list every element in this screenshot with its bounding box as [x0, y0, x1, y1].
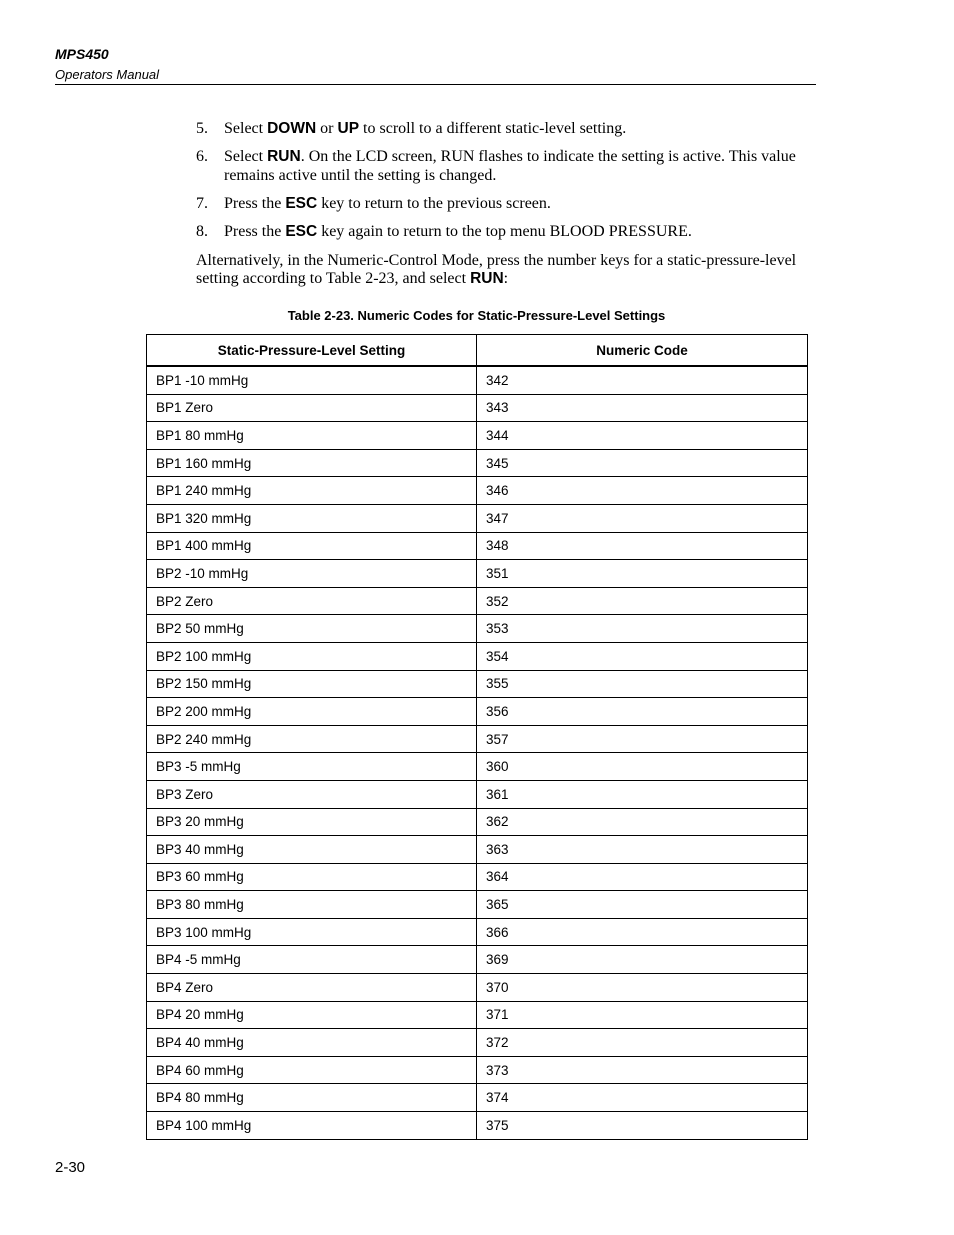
step-text: Press the: [224, 195, 286, 212]
setting-cell: BP3 80 mmHg: [147, 891, 477, 919]
table-row: [147, 532, 808, 560]
code-cell: 373: [477, 1056, 808, 1084]
setting-cell: BP4 Zero: [147, 974, 477, 1002]
code-cell: 363: [477, 836, 808, 864]
column-header-setting: Static-Pressure-Level Setting: [147, 335, 477, 367]
setting-cell: BP2 Zero: [147, 587, 477, 615]
table-row: [147, 780, 808, 808]
step-text: or: [316, 120, 338, 137]
setting-cell: BP3 100 mmHg: [147, 918, 477, 946]
table-row: [147, 836, 808, 864]
setting-cell: BP2 -10 mmHg: [147, 560, 477, 588]
code-cell: 370: [477, 974, 808, 1002]
code-cell: 348: [477, 532, 808, 560]
table-row: [147, 974, 808, 1002]
code-cell: 366: [477, 918, 808, 946]
code-cell: 356: [477, 698, 808, 726]
table-body: [147, 366, 808, 1139]
code-cell: 351: [477, 560, 808, 588]
code-cell: 346: [477, 477, 808, 505]
run-key-label: RUN: [267, 148, 301, 165]
code-cell: 354: [477, 642, 808, 670]
step-text: Press the: [224, 223, 286, 240]
table-row: [147, 891, 808, 919]
table-row: [147, 1056, 808, 1084]
down-key-label: DOWN: [267, 120, 317, 137]
code-cell: 343: [477, 394, 808, 422]
setting-cell: BP2 200 mmHg: [147, 698, 477, 726]
table-row: [147, 449, 808, 477]
table-row: [147, 422, 808, 450]
table-row: [147, 670, 808, 698]
table-row: [147, 863, 808, 891]
table-row: [147, 1084, 808, 1112]
setting-cell: BP2 240 mmHg: [147, 725, 477, 753]
table-row: [147, 366, 808, 394]
step-8: [196, 222, 811, 241]
code-cell: 345: [477, 449, 808, 477]
step-text: Select: [224, 120, 268, 137]
step-text: key to return to the previous screen.: [317, 195, 551, 212]
step-5: [196, 119, 811, 138]
code-cell: 369: [477, 946, 808, 974]
setting-cell: BP1 160 mmHg: [147, 449, 477, 477]
paragraph-text: Alternatively, in the Numeric-Control Mode, press the number keys for a static-pressure-level setting according to Table 2-23, and select: [196, 252, 797, 287]
table-row: [147, 1001, 808, 1029]
setting-cell: BP1 400 mmHg: [147, 532, 477, 560]
code-cell: 353: [477, 615, 808, 643]
setting-cell: BP1 240 mmHg: [147, 477, 477, 505]
step-number: 6.: [196, 148, 208, 165]
code-cell: 344: [477, 422, 808, 450]
setting-cell: BP2 50 mmHg: [147, 615, 477, 643]
table-row: [147, 1112, 808, 1140]
setting-cell: BP3 40 mmHg: [147, 836, 477, 864]
code-cell: 347: [477, 504, 808, 532]
setting-cell: BP4 100 mmHg: [147, 1112, 477, 1140]
step-6: [196, 147, 811, 185]
setting-cell: BP1 320 mmHg: [147, 504, 477, 532]
setting-cell: BP3 -5 mmHg: [147, 753, 477, 781]
header-divider: [55, 84, 816, 85]
code-cell: 372: [477, 1029, 808, 1057]
setting-cell: BP4 -5 mmHg: [147, 946, 477, 974]
setting-cell: BP3 60 mmHg: [147, 863, 477, 891]
setting-cell: BP4 80 mmHg: [147, 1084, 477, 1112]
setting-cell: BP4 40 mmHg: [147, 1029, 477, 1057]
table-row: [147, 698, 808, 726]
code-cell: 357: [477, 725, 808, 753]
table-row: [147, 725, 808, 753]
table-row: [147, 1029, 808, 1057]
table-row: [147, 615, 808, 643]
code-cell: 355: [477, 670, 808, 698]
column-header-code: Numeric Code: [477, 335, 808, 367]
code-cell: 342: [477, 366, 808, 394]
code-cell: 352: [477, 587, 808, 615]
table-row: [147, 642, 808, 670]
page-number: 2-30: [55, 1159, 86, 1176]
setting-cell: BP2 100 mmHg: [147, 642, 477, 670]
table-row: [147, 560, 808, 588]
setting-cell: BP1 80 mmHg: [147, 422, 477, 450]
code-cell: 362: [477, 808, 808, 836]
step-text: Select: [224, 148, 268, 165]
code-cell: 364: [477, 863, 808, 891]
code-cell: 360: [477, 753, 808, 781]
setting-cell: BP1 Zero: [147, 394, 477, 422]
setting-cell: BP3 Zero: [147, 780, 477, 808]
setting-cell: BP3 20 mmHg: [147, 808, 477, 836]
table-row: [147, 587, 808, 615]
document-subtitle: Operators Manual: [55, 67, 160, 82]
esc-key-label: ESC: [285, 223, 318, 240]
step-text: to scroll to a different static-level setting.: [359, 120, 627, 137]
setting-cell: BP1 -10 mmHg: [147, 366, 477, 394]
table-row: [147, 477, 808, 505]
document-title: MPS450: [55, 46, 109, 62]
table-row: [147, 918, 808, 946]
run-key-label: RUN: [470, 270, 504, 287]
setting-cell: BP4 20 mmHg: [147, 1001, 477, 1029]
table-caption: Table 2-23. Numeric Codes for Static-Pressure-Level Settings: [287, 308, 666, 323]
step-7: [196, 194, 811, 213]
table-header-row: [147, 335, 808, 367]
step-text: . On the LCD screen, RUN flashes to indicate the setting is active. This value remains active until the setting is changed.: [224, 148, 796, 184]
table-row: [147, 946, 808, 974]
setting-cell: BP4 60 mmHg: [147, 1056, 477, 1084]
step-text: key again to return to the top menu BLOOD PRESSURE.: [317, 223, 692, 240]
esc-key-label: ESC: [285, 195, 318, 212]
setting-cell: BP2 150 mmHg: [147, 670, 477, 698]
body-paragraph: [196, 252, 811, 288]
code-cell: 375: [477, 1112, 808, 1140]
step-number: 8.: [196, 223, 208, 240]
code-cell: 371: [477, 1001, 808, 1029]
step-number: 7.: [196, 195, 208, 212]
step-number: 5.: [196, 120, 208, 137]
table-row: [147, 394, 808, 422]
procedure-steps: [196, 119, 811, 250]
numeric-codes-table: [146, 334, 808, 1140]
code-cell: 374: [477, 1084, 808, 1112]
paragraph-end: :: [503, 270, 509, 287]
code-cell: 361: [477, 780, 808, 808]
up-key-label: UP: [337, 120, 360, 137]
table-row: [147, 753, 808, 781]
table-row: [147, 808, 808, 836]
table-row: [147, 504, 808, 532]
code-cell: 365: [477, 891, 808, 919]
